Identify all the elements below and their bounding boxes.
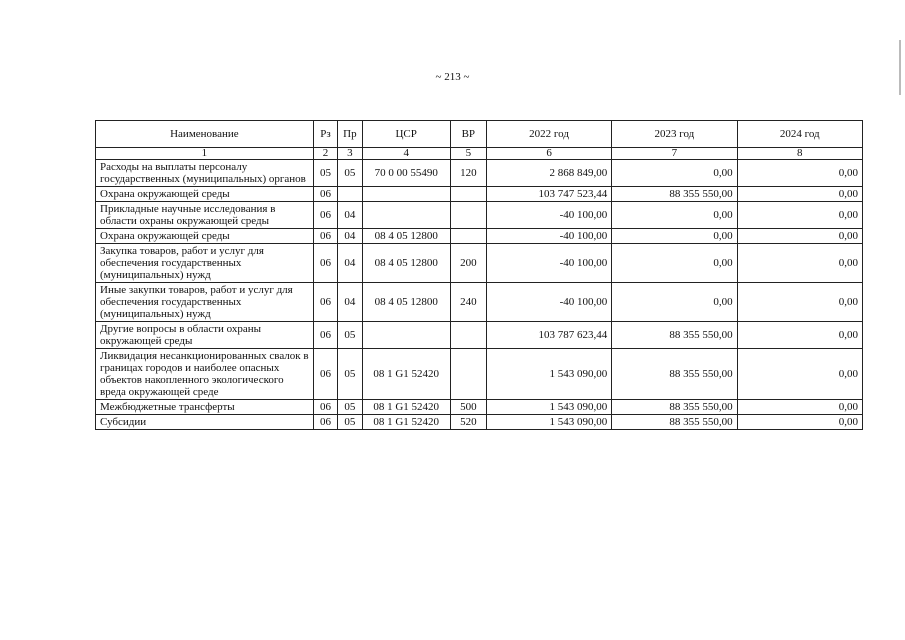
row-2024: 0,00: [737, 400, 862, 415]
row-pr: 05: [338, 400, 362, 415]
row-2023: 0,00: [612, 229, 737, 244]
table-row: [96, 415, 863, 430]
header-year-2022: 2022 год: [486, 121, 611, 148]
column-number: 1: [96, 148, 314, 160]
column-number: 6: [486, 148, 611, 160]
row-2022: 103 787 623,44: [486, 322, 611, 349]
header-rz: Рз: [313, 121, 337, 148]
row-rz: 06: [313, 415, 337, 430]
column-number: 7: [612, 148, 737, 160]
row-csr: [362, 202, 450, 229]
row-2023: 88 355 550,00: [612, 400, 737, 415]
row-2023: 88 355 550,00: [612, 415, 737, 430]
row-name: Другие вопросы в области охраны окружающей среды: [96, 322, 314, 349]
row-2023: 0,00: [612, 283, 737, 322]
row-2024: 0,00: [737, 202, 862, 229]
column-number: 5: [450, 148, 486, 160]
table-row: [96, 187, 863, 202]
row-name: Ликвидация несанкционированных свалок в границах городов и наиболее опасных объектов накопленного экологического вреда окружающей среде: [96, 349, 314, 400]
table-row: [96, 160, 863, 187]
row-name: Расходы на выплаты персоналу государственных (муниципальных) органов: [96, 160, 314, 187]
row-pr: [338, 187, 362, 202]
row-csr: 08 4 05 12800: [362, 229, 450, 244]
header-year-2024: 2024 год: [737, 121, 862, 148]
row-vr: 240: [450, 283, 486, 322]
row-csr: 70 0 00 55490: [362, 160, 450, 187]
table-row: [96, 244, 863, 283]
table-row: [96, 283, 863, 322]
row-name: Межбюджетные трансферты: [96, 400, 314, 415]
row-csr: 08 4 05 12800: [362, 244, 450, 283]
row-rz: 06: [313, 400, 337, 415]
row-vr: [450, 229, 486, 244]
row-name: Охрана окружающей среды: [96, 229, 314, 244]
table-row: [96, 349, 863, 400]
row-csr: 08 1 G1 52420: [362, 349, 450, 400]
row-rz: 06: [313, 349, 337, 400]
table-header-row: [96, 121, 863, 148]
row-vr: [450, 322, 486, 349]
table-row: [96, 400, 863, 415]
row-pr: 04: [338, 283, 362, 322]
row-name: Закупка товаров, работ и услуг для обеспечения государственных (муниципальных) нужд: [96, 244, 314, 283]
row-rz: 05: [313, 160, 337, 187]
row-rz: 06: [313, 229, 337, 244]
row-pr: 05: [338, 415, 362, 430]
header-year-2023: 2023 год: [612, 121, 737, 148]
row-name: Прикладные научные исследования в области охраны окружающей среды: [96, 202, 314, 229]
row-2024: 0,00: [737, 160, 862, 187]
row-name: Охрана окружающей среды: [96, 187, 314, 202]
table-row: [96, 322, 863, 349]
row-csr: 08 4 05 12800: [362, 283, 450, 322]
row-2022: 1 543 090,00: [486, 349, 611, 400]
row-name: Иные закупки товаров, работ и услуг для обеспечения государственных (муниципальных) нужд: [96, 283, 314, 322]
row-pr: 04: [338, 229, 362, 244]
row-csr: [362, 187, 450, 202]
row-2022: 1 543 090,00: [486, 400, 611, 415]
row-rz: 06: [313, 322, 337, 349]
row-2022: -40 100,00: [486, 229, 611, 244]
row-2023: 88 355 550,00: [612, 187, 737, 202]
scan-edge-mark: [899, 40, 901, 95]
row-2024: 0,00: [737, 283, 862, 322]
row-2023: 0,00: [612, 244, 737, 283]
row-2023: 88 355 550,00: [612, 322, 737, 349]
row-vr: [450, 187, 486, 202]
row-vr: [450, 202, 486, 229]
row-csr: 08 1 G1 52420: [362, 415, 450, 430]
row-pr: 05: [338, 322, 362, 349]
row-2024: 0,00: [737, 415, 862, 430]
row-2022: -40 100,00: [486, 202, 611, 229]
row-2022: 1 543 090,00: [486, 415, 611, 430]
row-vr: 520: [450, 415, 486, 430]
column-number-row: [96, 148, 863, 160]
row-rz: 06: [313, 187, 337, 202]
column-number: 4: [362, 148, 450, 160]
row-2024: 0,00: [737, 244, 862, 283]
header-vr: ВР: [450, 121, 486, 148]
row-pr: 04: [338, 244, 362, 283]
table-row: [96, 229, 863, 244]
column-number: 3: [338, 148, 362, 160]
row-pr: 05: [338, 349, 362, 400]
row-2022: -40 100,00: [486, 283, 611, 322]
row-2022: 2 868 849,00: [486, 160, 611, 187]
row-pr: 04: [338, 202, 362, 229]
row-2024: 0,00: [737, 187, 862, 202]
header-name: Наименование: [96, 121, 314, 148]
budget-table: [95, 120, 863, 430]
header-pr: Пр: [338, 121, 362, 148]
header-csr: ЦСР: [362, 121, 450, 148]
row-vr: 200: [450, 244, 486, 283]
row-vr: 500: [450, 400, 486, 415]
column-number: 2: [313, 148, 337, 160]
row-2023: 0,00: [612, 160, 737, 187]
column-number: 8: [737, 148, 862, 160]
table-row: [96, 202, 863, 229]
row-2024: 0,00: [737, 349, 862, 400]
row-csr: 08 1 G1 52420: [362, 400, 450, 415]
row-2024: 0,00: [737, 322, 862, 349]
row-vr: [450, 349, 486, 400]
row-csr: [362, 322, 450, 349]
row-vr: 120: [450, 160, 486, 187]
row-pr: 05: [338, 160, 362, 187]
row-name: Субсидии: [96, 415, 314, 430]
row-2023: 88 355 550,00: [612, 349, 737, 400]
row-2022: -40 100,00: [486, 244, 611, 283]
row-rz: 06: [313, 244, 337, 283]
page-number: ~ 213 ~: [435, 71, 470, 83]
row-rz: 06: [313, 283, 337, 322]
row-2022: 103 747 523,44: [486, 187, 611, 202]
row-2023: 0,00: [612, 202, 737, 229]
row-rz: 06: [313, 202, 337, 229]
row-2024: 0,00: [737, 229, 862, 244]
